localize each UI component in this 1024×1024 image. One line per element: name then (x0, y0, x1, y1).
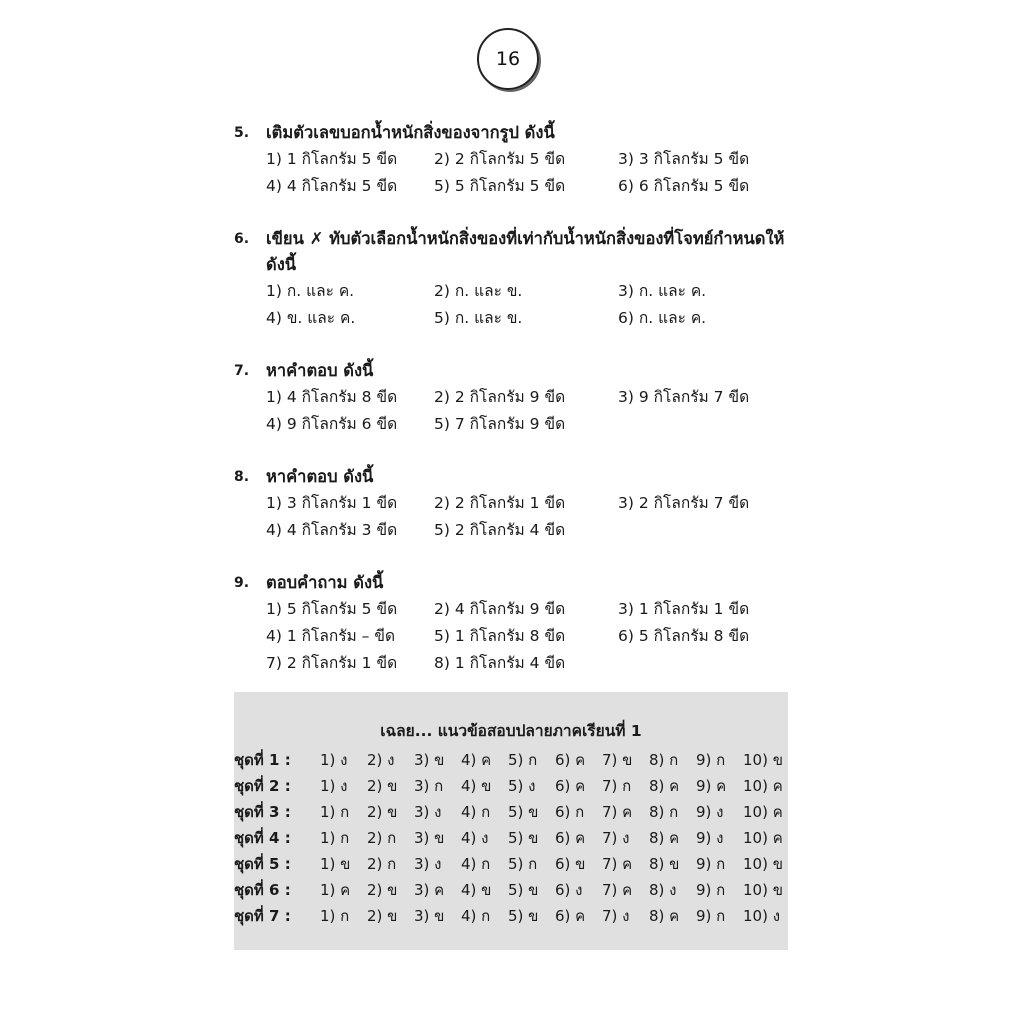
answer-option: 3) 2 กิโลกรัม 7 ขีด (618, 494, 750, 512)
answer-key-cell: 7) ง (602, 829, 630, 847)
answer-key-cell: 9) ก (696, 907, 726, 925)
answer-key-cell: 4) ก (461, 803, 491, 821)
answer-key-cell: 6) ง (555, 881, 583, 899)
answer-option: 3) ก. และ ค. (618, 282, 707, 300)
answer-option: 5) 2 กิโลกรัม 4 ขีด (434, 521, 566, 539)
answer-option: 5) 1 กิโลกรัม 8 ขีด (434, 627, 566, 645)
question-header (234, 226, 794, 278)
answer-key-cell: 10) ข (743, 751, 783, 769)
answer-key-cell: 6) ค (555, 907, 586, 925)
answer-key-cell: 10) ข (743, 855, 783, 873)
answer-key-cell: 8) ง (649, 881, 677, 899)
answer-key-row (234, 903, 788, 929)
answer-key-row (234, 799, 788, 825)
answer-key-cell: 1) ง (320, 751, 348, 769)
answer-key-cell: 8) ค (649, 829, 680, 847)
answer-key-cell: 2) ข (367, 881, 398, 899)
answer-key-cell: 2) ก (367, 855, 397, 873)
page-number (477, 28, 539, 90)
question-number: 8. (234, 469, 250, 485)
question-text: หาคำตอบ ดังนี้ (266, 467, 374, 486)
answer-option: 2) 4 กิโลกรัม 9 ขีด (434, 600, 566, 618)
question-block (234, 358, 794, 438)
answer-options (234, 384, 794, 438)
answer-key-cell: 8) ก (649, 751, 679, 769)
answer-option: 1) 5 กิโลกรัม 5 ขีด (266, 600, 398, 618)
answer-key-cell: 5) ก (508, 751, 538, 769)
answer-key-cell: 3) ข (414, 829, 445, 847)
answer-key-cell: 2) ข (367, 803, 398, 821)
answer-option: 4) ข. และ ค. (266, 309, 356, 327)
answer-option: 2) 2 กิโลกรัม 1 ขีด (434, 494, 566, 512)
answer-key-cell: 8) ข (649, 855, 680, 873)
answer-key-cell: 9) ค (696, 777, 727, 795)
answer-key-cell: 1) ก (320, 829, 350, 847)
answer-key-cell: 9) ก (696, 855, 726, 873)
answer-option: 4) 4 กิโลกรัม 5 ขีด (266, 177, 398, 195)
answer-option: 2) ก. และ ข. (434, 282, 523, 300)
question-header (234, 120, 794, 146)
answer-key-cell: 1) ข (320, 855, 351, 873)
answer-key-cell: 9) ง (696, 803, 724, 821)
answer-key-cell: 5) ก (508, 855, 538, 873)
answer-key-cell: 8) ค (649, 777, 680, 795)
answer-options (234, 596, 794, 677)
answer-option: 1) 4 กิโลกรัม 8 ขีด (266, 388, 398, 406)
answer-key-cell: 7) ข (602, 751, 633, 769)
question-number: 7. (234, 363, 250, 379)
answer-key-table (234, 747, 788, 929)
question-block (234, 226, 794, 332)
answer-option: 2) 2 กิโลกรัม 9 ขีด (434, 388, 566, 406)
answer-key-cell: 4) ก (461, 907, 491, 925)
answer-option: 4) 4 กิโลกรัม 3 ขีด (266, 521, 398, 539)
answer-option: 8) 1 กิโลกรัม 4 ขีด (434, 654, 566, 672)
answer-key-cell: 10) ค (743, 829, 783, 847)
answer-key-cell: 3) ข (414, 751, 445, 769)
answer-key-cell: 7) ค (602, 855, 633, 873)
question-text: เติมตัวเลขบอกน้ำหนักสิ่งของจากรูป ดังนี้ (266, 123, 555, 142)
answer-options (234, 490, 794, 544)
answer-key-cell: 7) ง (602, 907, 630, 925)
answer-key-cell: 6) ค (555, 829, 586, 847)
question-header (234, 358, 794, 384)
answer-option: 4) 9 กิโลกรัม 6 ขีด (266, 415, 398, 433)
answer-set-label: ชุดที่ 6 : (234, 881, 291, 899)
answer-key-cell: 7) ก (602, 777, 632, 795)
answer-key-cell: 7) ค (602, 881, 633, 899)
answer-option: 4) 1 กิโลกรัม – ขีด (266, 627, 396, 645)
answer-options (234, 146, 794, 200)
answer-option: 7) 2 กิโลกรัม 1 ขีด (266, 654, 398, 672)
answer-key-cell: 5) ข (508, 803, 539, 821)
answer-key-title: เฉลย... แนวข้อสอบปลายภาคเรียนที่ 1 (380, 722, 642, 740)
answer-option: 5) 7 กิโลกรัม 9 ขีด (434, 415, 566, 433)
question-text: เขียน ✗ ทับตัวเลือกน้ำหนักสิ่งของที่เท่ากับน้ำหนักสิ่งของที่โจทย์กำหนดให้ ดังนี้ (266, 229, 785, 274)
answer-option: 6) ก. และ ค. (618, 309, 707, 327)
question-list (234, 120, 794, 703)
question-number: 6. (234, 231, 250, 247)
answer-key-cell: 6) ค (555, 751, 586, 769)
answer-key-cell: 8) ก (649, 803, 679, 821)
answer-key-cell: 1) ค (320, 881, 351, 899)
page-number-text: 16 (495, 48, 521, 70)
answer-option: 3) 1 กิโลกรัม 1 ขีด (618, 600, 750, 618)
answer-option: 5) ก. และ ข. (434, 309, 523, 327)
answer-option: 1) 1 กิโลกรัม 5 ขีด (266, 150, 398, 168)
answer-key-row (234, 825, 788, 851)
answer-set-label: ชุดที่ 5 : (234, 855, 291, 873)
answer-key-cell: 7) ค (602, 803, 633, 821)
answer-option: 1) 3 กิโลกรัม 1 ขีด (266, 494, 398, 512)
answer-option: 3) 3 กิโลกรัม 5 ขีด (618, 150, 750, 168)
answer-key-cell: 4) ค (461, 751, 492, 769)
question-header (234, 570, 794, 596)
answer-key-cell: 10) ข (743, 881, 783, 899)
answer-option: 5) 5 กิโลกรัม 5 ขีด (434, 177, 566, 195)
answer-key-cell: 4) ก (461, 855, 491, 873)
answer-key-cell: 9) ก (696, 881, 726, 899)
answer-key-cell: 5) ข (508, 881, 539, 899)
answer-key-cell: 3) ค (414, 881, 445, 899)
answer-set-label: ชุดที่ 7 : (234, 907, 291, 925)
answer-key-cell: 4) ข (461, 881, 492, 899)
answer-key-cell: 6) ข (555, 855, 586, 873)
answer-key-cell: 2) ก (367, 829, 397, 847)
answer-key-row (234, 877, 788, 903)
answer-key-cell: 5) ง (508, 777, 536, 795)
answer-key-cell: 3) ง (414, 803, 442, 821)
answer-option: 6) 5 กิโลกรัม 8 ขีด (618, 627, 750, 645)
answer-key-cell: 1) ก (320, 803, 350, 821)
answer-key-cell: 10) ค (743, 777, 783, 795)
answer-set-label: ชุดที่ 3 : (234, 803, 291, 821)
answer-key-cell: 3) ข (414, 907, 445, 925)
answer-option: 1) ก. และ ค. (266, 282, 355, 300)
answer-key-cell: 9) ก (696, 751, 726, 769)
answer-key-cell: 2) ข (367, 907, 398, 925)
answer-key-cell: 4) ง (461, 829, 489, 847)
answer-options (234, 278, 794, 332)
answer-key-cell: 8) ค (649, 907, 680, 925)
answer-key-cell: 1) ง (320, 777, 348, 795)
answer-key-cell: 4) ข (461, 777, 492, 795)
answer-key-cell: 6) ก (555, 803, 585, 821)
answer-key-cell: 9) ง (696, 829, 724, 847)
answer-set-label: ชุดที่ 2 : (234, 777, 291, 795)
question-number: 9. (234, 575, 250, 591)
answer-key-row (234, 851, 788, 877)
answer-key-cell: 10) ง (743, 907, 781, 925)
answer-key-cell: 1) ก (320, 907, 350, 925)
answer-key-row (234, 773, 788, 799)
question-number: 5. (234, 125, 250, 141)
answer-key-cell: 3) ก (414, 777, 444, 795)
answer-set-label: ชุดที่ 4 : (234, 829, 291, 847)
answer-set-label: ชุดที่ 1 : (234, 751, 291, 769)
answer-option: 3) 9 กิโลกรัม 7 ขีด (618, 388, 750, 406)
question-block (234, 570, 794, 677)
question-block (234, 464, 794, 544)
answer-key-row (234, 747, 788, 773)
answer-key-cell: 2) ง (367, 751, 395, 769)
answer-key-cell: 3) ง (414, 855, 442, 873)
answer-key-cell: 6) ค (555, 777, 586, 795)
answer-option: 6) 6 กิโลกรัม 5 ขีด (618, 177, 750, 195)
answer-key-cell: 5) ข (508, 907, 539, 925)
answer-key-cell: 2) ข (367, 777, 398, 795)
answer-option: 2) 2 กิโลกรัม 5 ขีด (434, 150, 566, 168)
question-block (234, 120, 794, 200)
question-header (234, 464, 794, 490)
answer-key-cell: 10) ค (743, 803, 783, 821)
question-text: ตอบคำถาม ดังนี้ (266, 573, 384, 592)
answer-key-cell: 5) ข (508, 829, 539, 847)
question-text: หาคำตอบ ดังนี้ (266, 361, 374, 380)
answer-key-box (234, 692, 788, 950)
